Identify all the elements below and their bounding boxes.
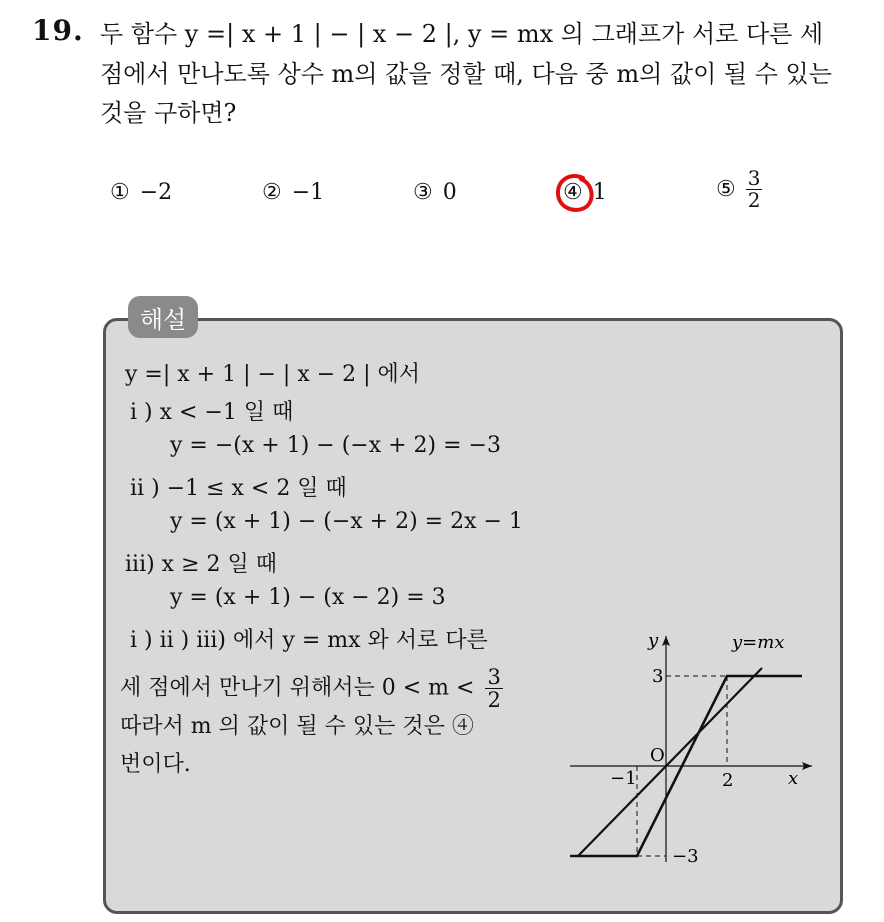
solution-line-7: y = (x + 1) − (x − 2) = 3 [170,585,446,610]
solution-line-1: y =| x + 1 | − | x − 2 | 에서 [125,362,421,387]
choice-1-value: −2 [139,180,173,205]
choice-4[interactable] [563,180,607,205]
choice-3-mark: ③ [413,180,433,205]
solution-line-2: i ) x < −1 일 때 [130,400,294,425]
tick-label-y3: 3 [652,666,664,687]
solution-line-10: 따라서 m 의 값이 될 수 있는 것은 ④ [120,714,474,739]
question-line-2: 점에서 만나도록 상수 m의 값을 정할 때, 다음 중 m의 값이 될 수 있는 [100,60,832,88]
solution-line-4: ii ) −1 ≤ x < 2 일 때 [130,476,347,501]
question-line-1: 두 함수 y =| x + 1 | − | x − 2 |, y = mx 의 그래프가 서로 다른 세 [100,20,824,48]
tick-label-xneg1: −1 [610,768,637,789]
solution-line-8: i ) ii ) iii) 에서 y = mx 와 서로 다른 [130,628,488,653]
choice-4-value: 1 [592,180,607,205]
solution-line-5: y = (x + 1) − (−x + 2) = 2x − 1 [170,509,523,534]
choice-4-mark: ④ [563,180,583,205]
choice-2[interactable] [262,180,324,205]
tick-label-yneg3: −3 [672,846,699,867]
solution-badge: 해설 [128,296,198,338]
choice-2-mark: ② [262,180,282,205]
solution-line-6: iii) x ≥ 2 일 때 [125,552,277,577]
choice-5[interactable] [716,168,762,211]
question-line-3: 것을 구하면? [100,99,237,127]
origin-label: O [650,745,665,766]
choice-2-value: −1 [291,180,325,205]
tick-label-x2: 2 [722,770,734,791]
y-axis-label: y [648,630,659,651]
choice-3[interactable] [413,180,457,205]
solution-line-9 [120,666,503,711]
solution-line-9-text: 세 점에서 만나기 위해서는 0 < m < [120,675,475,701]
line-label: y=mx [732,632,785,653]
solution-graph [560,630,822,870]
choice-1[interactable] [110,180,172,205]
line-y-mx [578,668,762,856]
choice-1-mark: ① [110,180,130,205]
choice-3-value: 0 [442,180,457,205]
solution-fraction: $\frac{3}{2}$ [487,665,501,713]
choice-5-fraction: $\frac{3}{2}$ [747,166,761,212]
solution-line-3: y = −(x + 1) − (−x + 2) = −3 [170,433,501,458]
x-axis-label: x [788,768,799,789]
choice-5-mark: ⑤ [716,176,736,202]
solution-line-11: 번이다. [120,752,191,777]
question-number: 19. [32,14,84,47]
